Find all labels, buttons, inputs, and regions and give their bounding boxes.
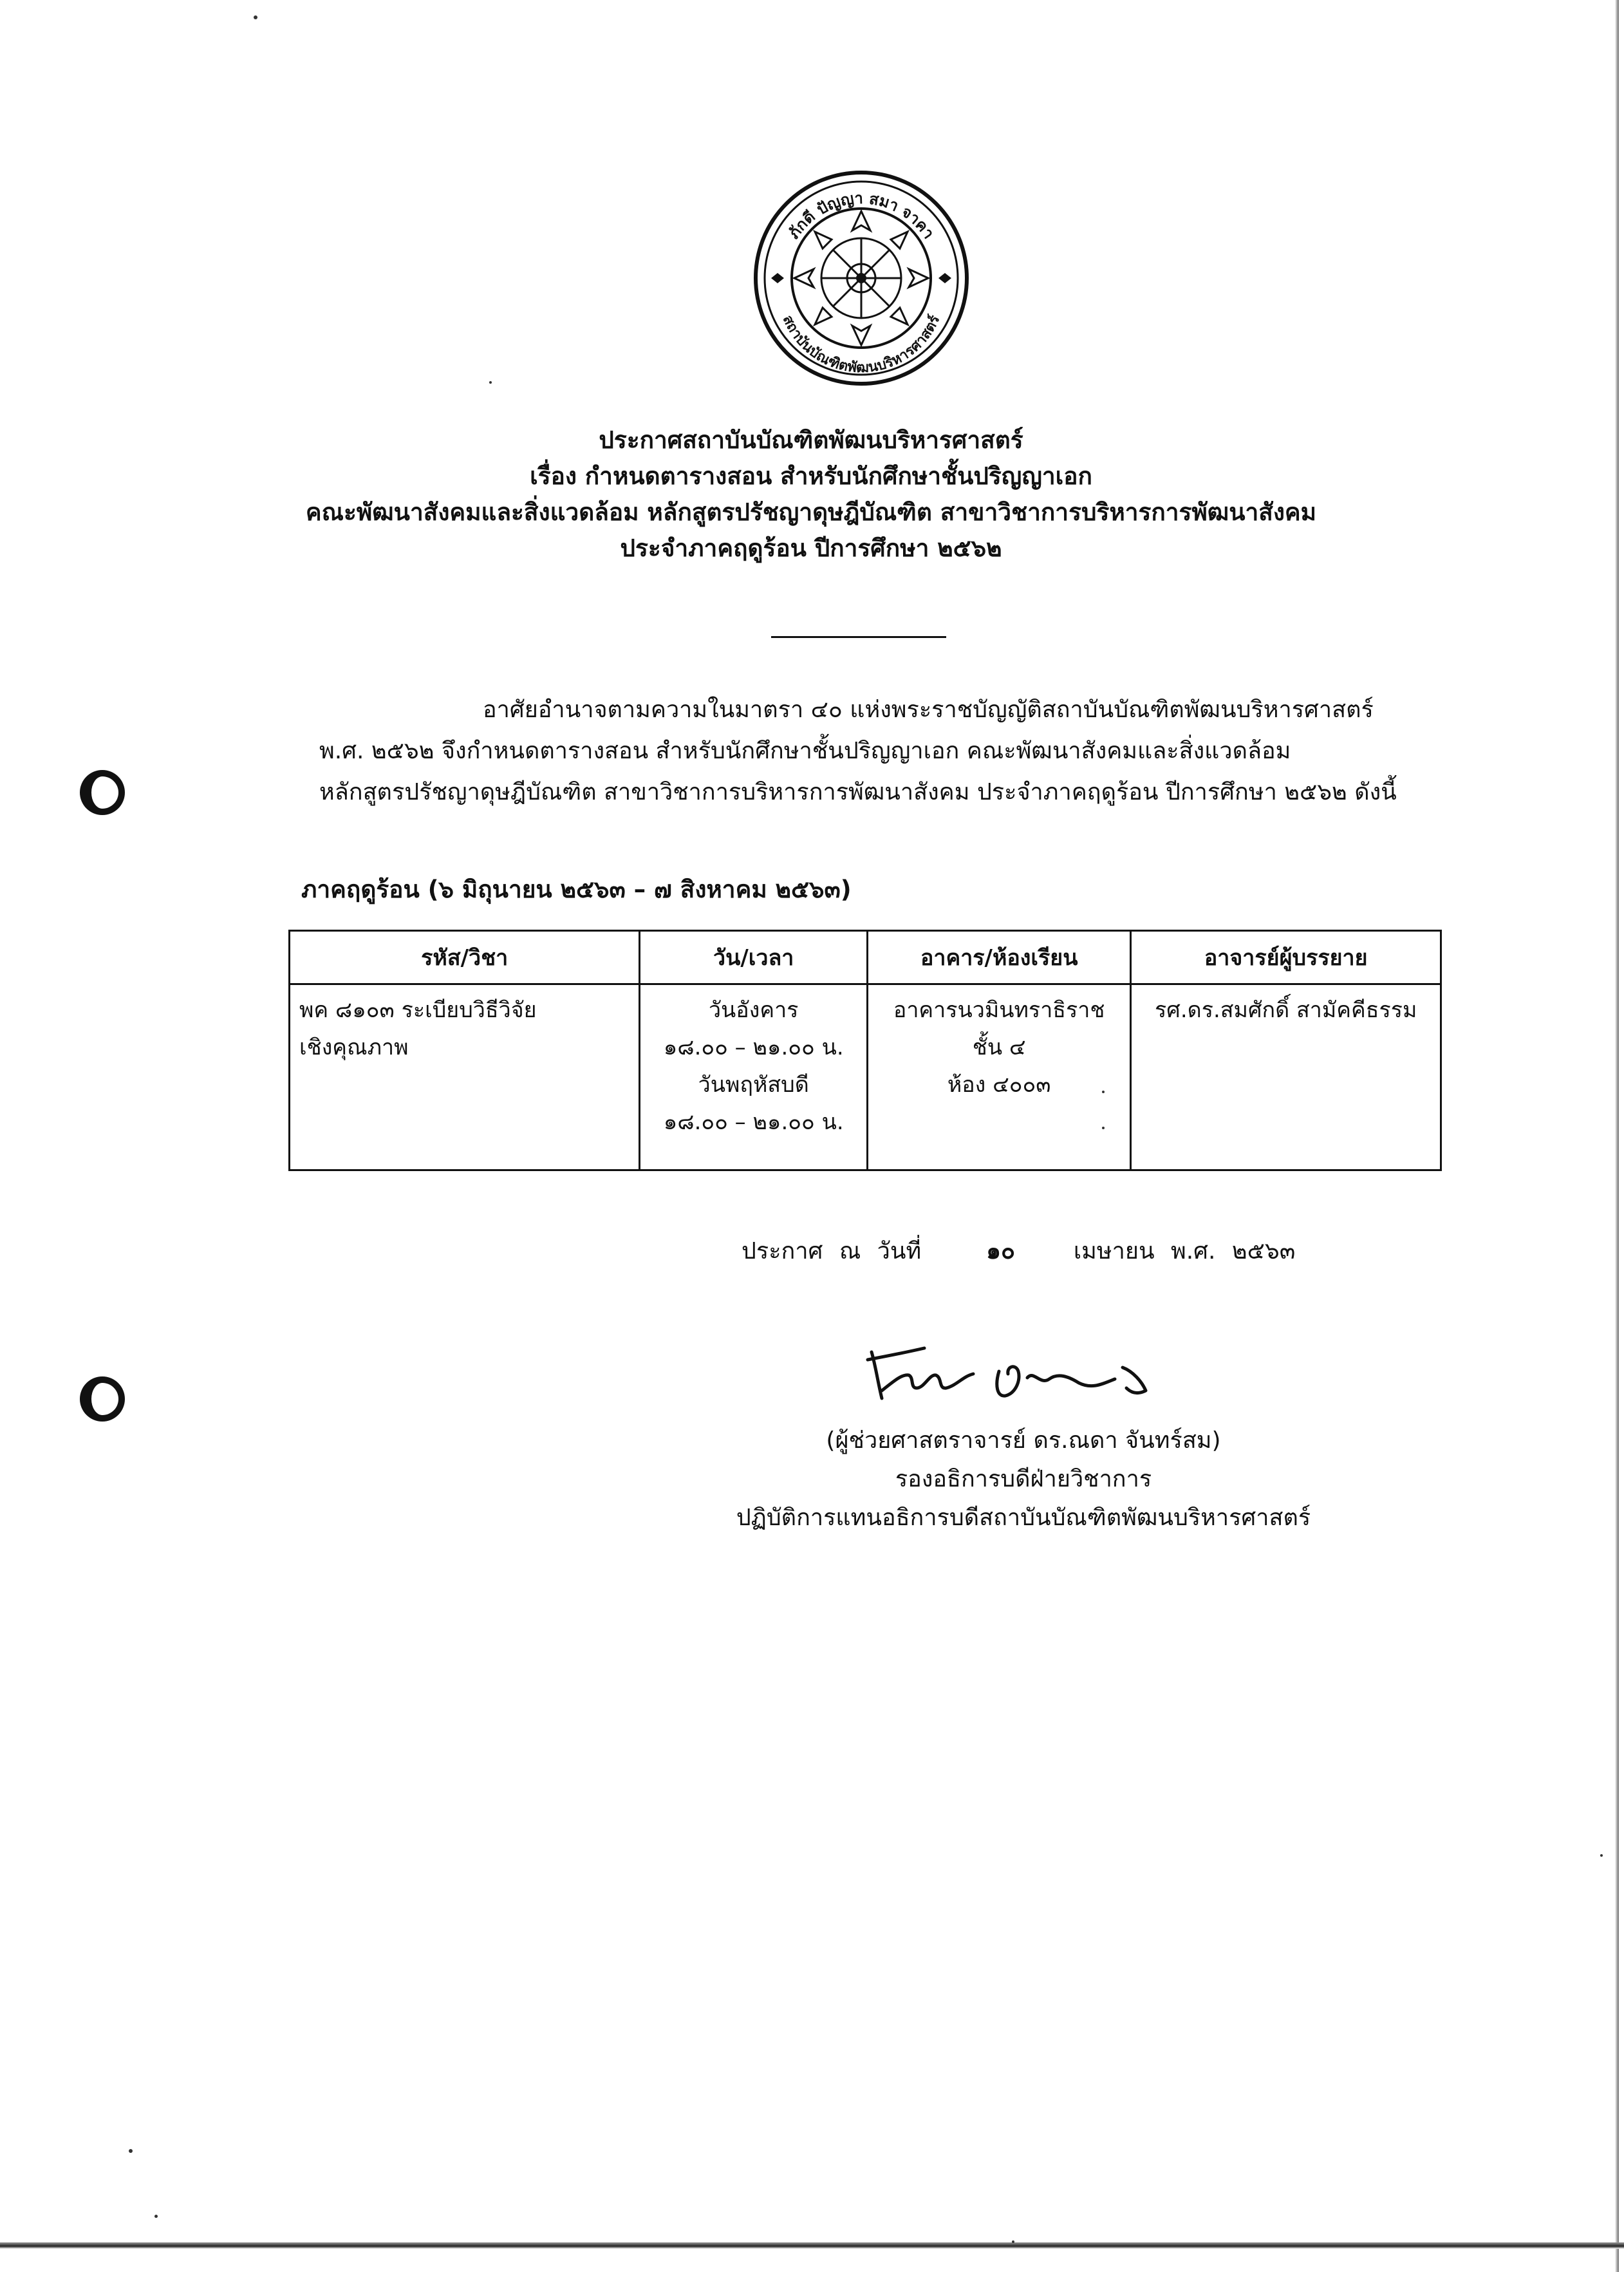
page-edge-shadow-right [1615,0,1619,2272]
header-day-time: วัน/เวลา [640,931,868,984]
handwritten-signature [863,1326,1171,1410]
punch-hole-top [80,770,125,815]
course-name-cont: เชิงคุณภาพ [299,1035,409,1060]
body-line-1: อาศัยอำนาจตามความในมาตรา ๔๐ แห่งพระราชบัญญัติสถาบันบัณฑิตพัฒนบริหารศาสตร์ [483,697,1374,723]
announcement-day: ๑๐ [986,1238,1015,1264]
day-1: วันอังคาร [708,997,799,1023]
signer-name: (ผู้ช่วยศาสตราจารย์ ดร.ณดา จันทร์สม) [826,1427,1221,1454]
signer-position: รองอธิการบดีฝ่ายวิชาการ [895,1466,1152,1492]
announcement-month-year: เมษายน พ.ศ. ๒๕๖๓ [1073,1238,1296,1264]
body-line-2: พ.ศ. ๒๕๖๒ จึงกำหนดตารางสอน สำหรับนักศึกษาชั้นปริญญาเอก คณะพัฒนาสังคมและสิ่งแวดล้อม [319,738,1291,764]
day-time-cell [640,984,868,1170]
header-building-room: อาคาร/ห้องเรียน [867,931,1130,984]
floor: ชั้น ๔ [972,1035,1026,1060]
page-edge-shadow-bottom [0,2242,1624,2249]
room: ห้อง ๔๐๐๓ [947,1072,1051,1098]
time-2: ๑๘.๐๐ – ๒๑.๐๐ น. [663,1109,844,1135]
punch-hole-bottom [80,1376,125,1422]
course-code-name: พค ๘๑๐๓ ระเบียบวิธีวิจัย [299,997,537,1023]
building-name: อาคารนวมินทราธิราช [893,997,1105,1023]
term-period-heading: ภาคฤดูร้อน (๖ มิถุนายน ๒๕๖๓ – ๗ สิงหาคม ๒๕๖๓) [301,876,852,903]
instructor-cell [1131,984,1441,1170]
header-course: รหัส/วิชา [290,931,640,984]
header-title: ประกาศสถาบันบัณฑิตพัฒนบริหารศาสตร์ [599,426,1023,454]
body-line-3: หลักสูตรปรัชญาดุษฎีบัณฑิต สาขาวิชาการบริหารการพัฒนาสังคม ประจำภาคฤดูร้อน ปีการศึกษา ๒๕๖๒ ดังนี้ [319,779,1397,805]
schedule-table [288,930,1442,1171]
header-instructor: อาจารย์ผู้บรรยาย [1131,931,1441,984]
seal-institution-name: สถาบันบัณฑิตพัฒนบริหารศาสตร์ [779,313,944,377]
day-2: วันพฤหัสบดี [698,1072,809,1098]
header-term: ประจำภาคฤดูร้อน ปีการศึกษา ๒๕๖๒ [620,534,1002,562]
header-faculty-program: คณะพัฒนาสังคมและสิ่งแวดล้อม หลักสูตรปรัชญาดุษฎีบัณฑิต สาขาวิชาการบริหารการพัฒนาสังคม [305,498,1317,526]
institution-seal [752,169,971,388]
seal-motto: ภักดี ปัญญา สมา จาคา [784,189,938,243]
course-cell [290,984,640,1170]
time-1: ๑๘.๐๐ – ๒๑.๐๐ น. [663,1035,844,1060]
header-divider [771,636,946,638]
building-room-cell [867,984,1130,1170]
instructor-name: รศ.ดร.สมศักดิ์ สามัคคีธรรม [1154,997,1417,1023]
header-subject: เรื่อง กำหนดตารางสอน สำหรับนักศึกษาชั้นปริญญาเอก [530,462,1092,490]
announcement-header [193,422,1429,567]
announcement-text: ประกาศ ณ วันที่ [742,1238,922,1264]
table-row [290,984,1441,1170]
announcement-date [742,1232,1295,1269]
signer-acting-role: ปฏิบัติการแทนอธิการบดีสถาบันบัณฑิตพัฒนบริหารศาสตร์ [736,1505,1311,1531]
table-header-row [290,931,1441,984]
